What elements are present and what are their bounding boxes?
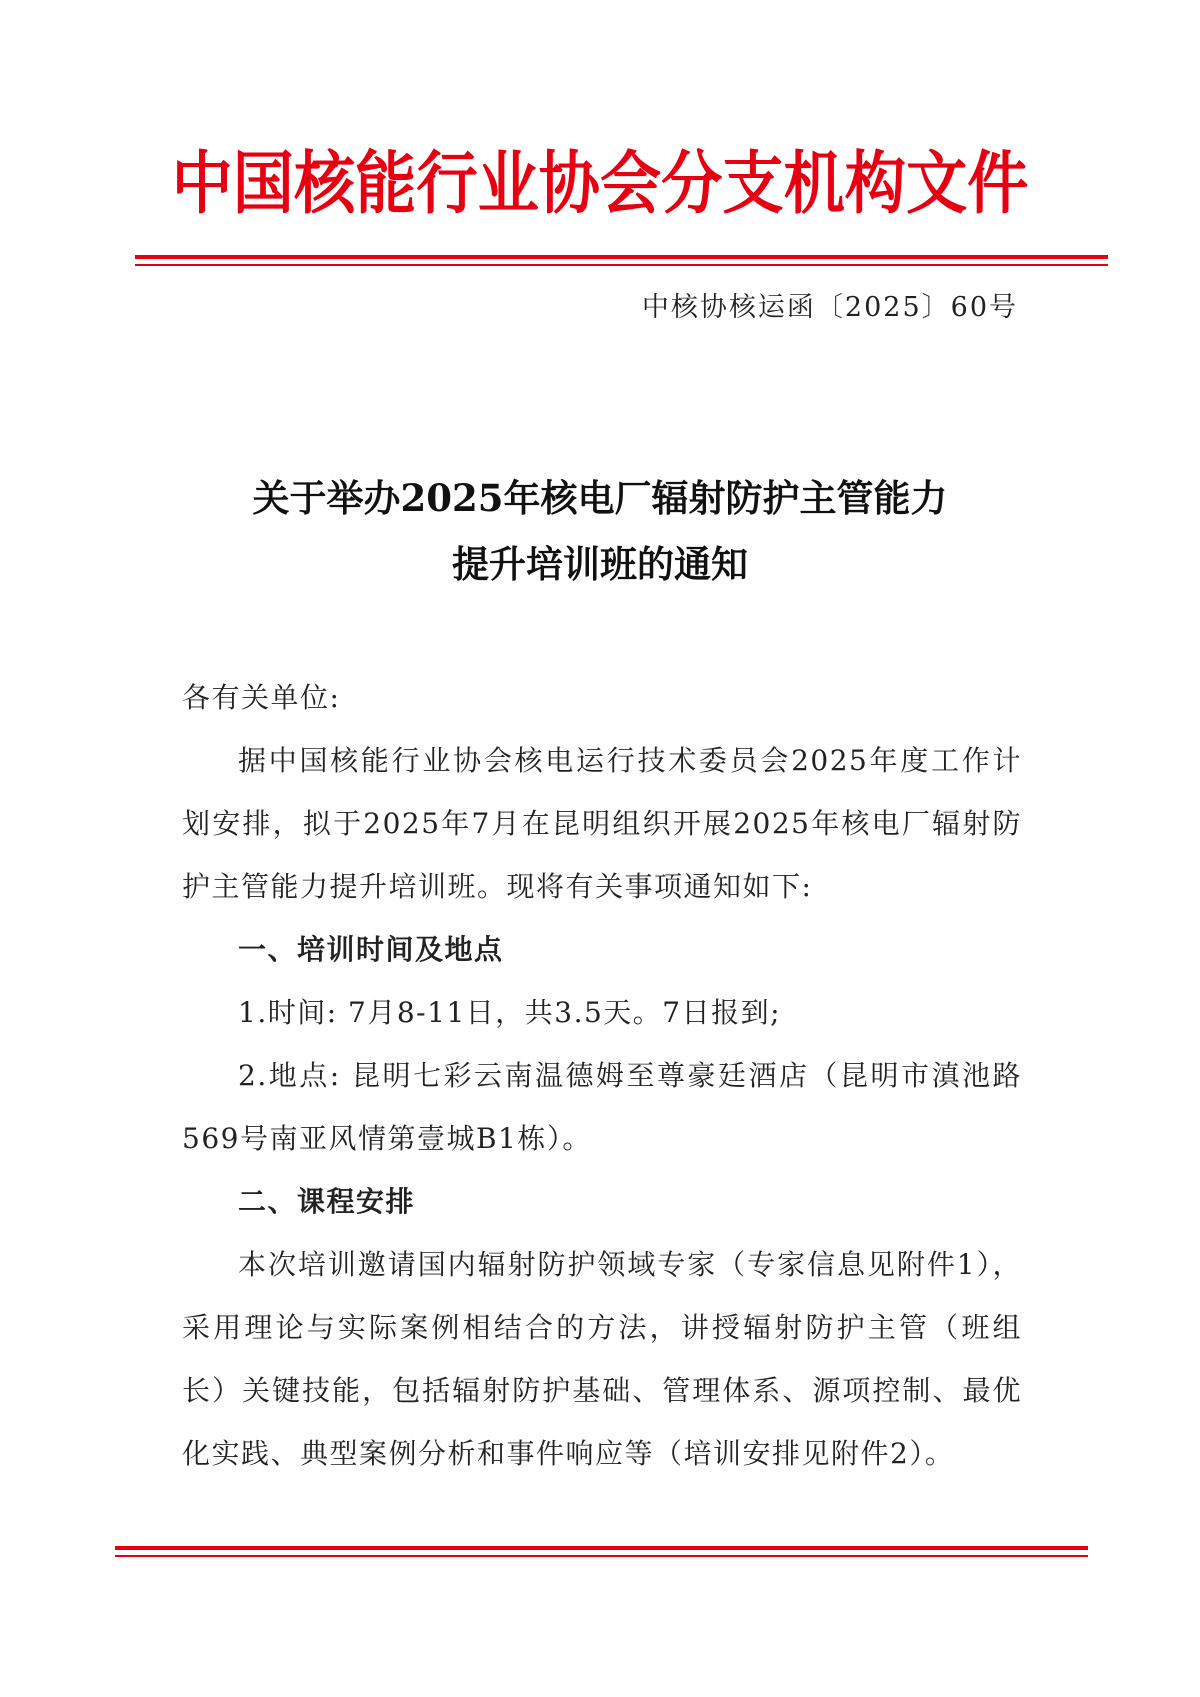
section-2-paragraph: 本次培训邀请国内辐射防护领域专家（专家信息见附件1），采用理论与实际案例相结合的方法，讲授辐射防护主管（班组长）关键技能，包括辐射防护基础、管理体系、源项控制、最优化实践、典型案例分析和事件响应等（培训安排见附件2）。	[182, 1248, 1022, 1470]
header-divider-thick	[135, 255, 1108, 259]
footer-divider-thick	[115, 1546, 1088, 1550]
document-number: 中核协核运函〔2025〕60号	[641, 292, 1018, 323]
org-header-title: 中国核能行业协会分支机构文件	[171, 144, 1029, 224]
salutation: 各有关单位:	[182, 681, 341, 714]
notice-body	[182, 666, 1022, 1485]
section-1-heading: 一、培训时间及地点	[238, 933, 504, 966]
header-divider-thin	[135, 264, 1108, 266]
intro-paragraph: 据中国核能行业协会核电运行技术委员会2025年度工作计划安排，拟于2025年7月在昆明组织开展2025年核电厂辐射防护主管能力提升培训班。现将有关事项通知如下:	[182, 744, 1022, 903]
section-1-time: 1.时间: 7月8-11日，共3.5天。7日报到;	[238, 996, 782, 1029]
notice-title	[0, 465, 1200, 597]
section-2-heading: 二、课程安排	[238, 1185, 416, 1218]
notice-title-line-2: 提升培训班的通知	[452, 542, 748, 586]
notice-title-line-1: 关于举办2025年核电厂辐射防护主管能力	[252, 476, 948, 520]
footer-divider-thin	[115, 1555, 1088, 1557]
section-1-location: 2.地点: 昆明七彩云南温德姆至尊豪廷酒店（昆明市滇池路569号南亚风情第壹城B1栋）。	[182, 1059, 1022, 1155]
